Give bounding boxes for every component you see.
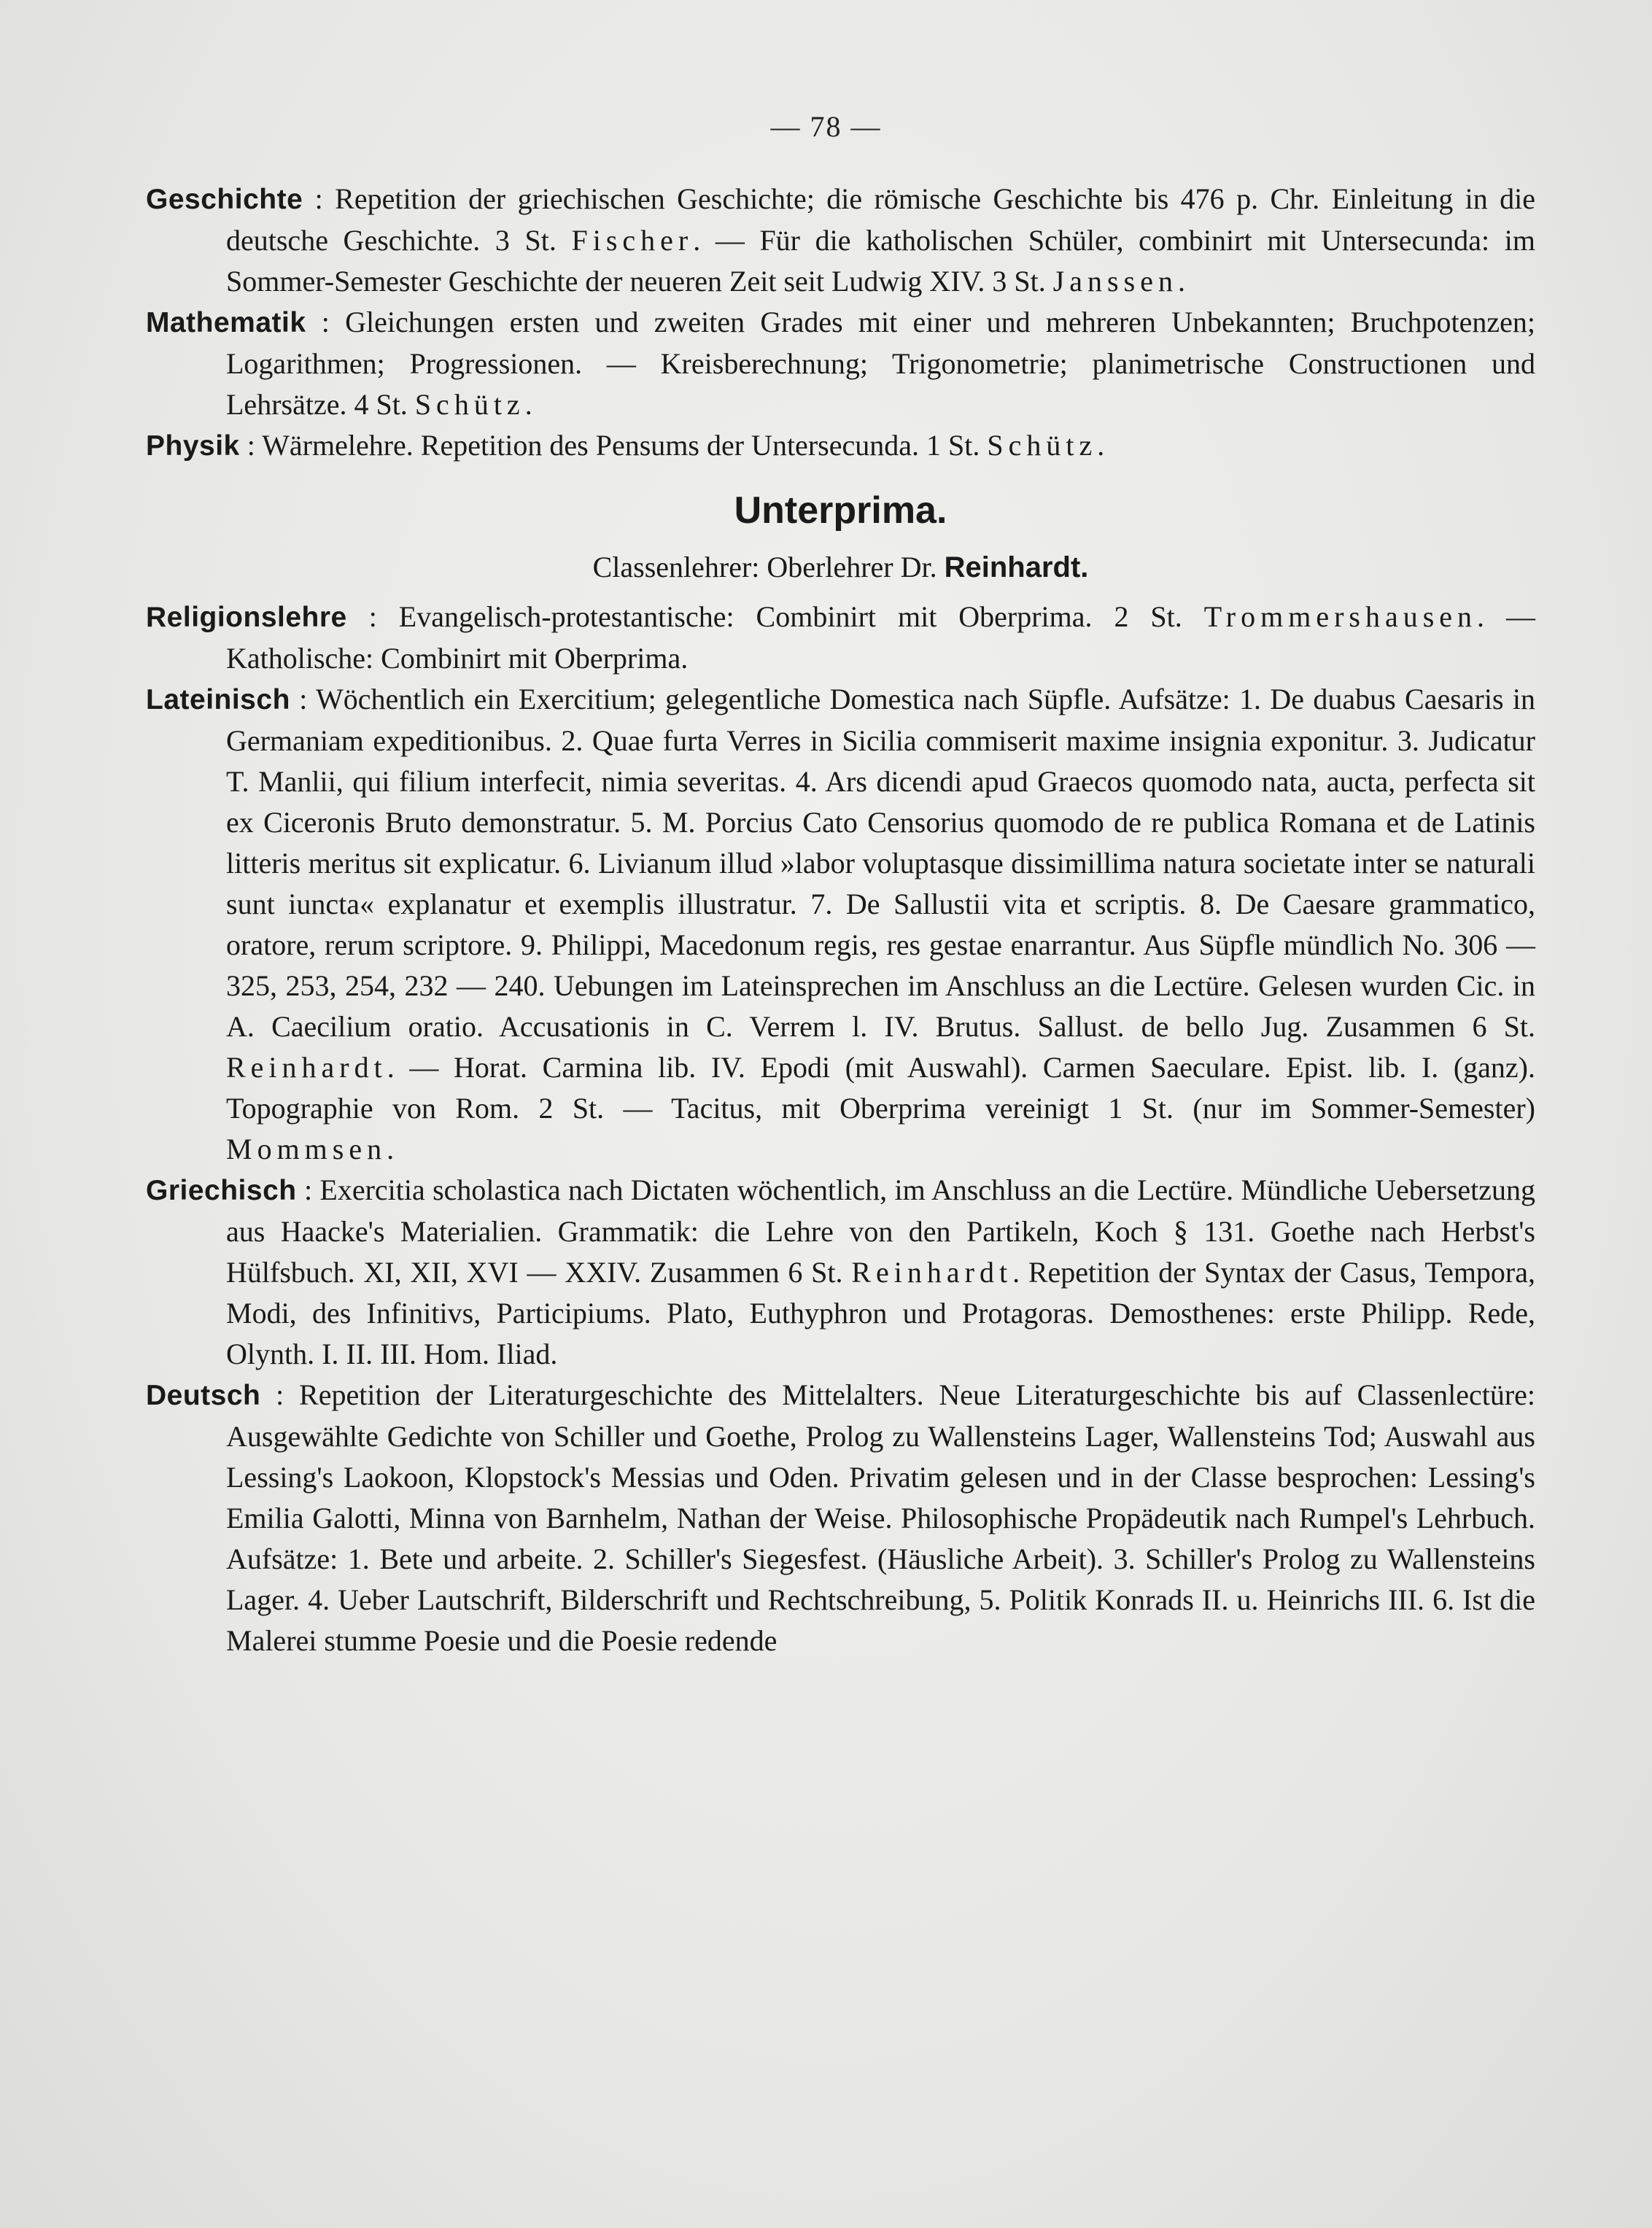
teacher-name: Reinhardt	[226, 1051, 387, 1084]
section-title: Unterprima.	[734, 489, 947, 532]
teacher-name: Fischer	[571, 224, 694, 257]
entry-text: . — Katholische: Combinirt mit Oberprima.	[226, 600, 1536, 675]
subject-heading: Lateinisch	[146, 684, 290, 715]
entry-text: . — Horat. Carmina lib. IV. Epodi (mit Auswahl). Carmen Saeculare. Epist. lib. I. (ganz). Topographie von Rom. 2 St. — Tacitus, mit Oberprima vereinigt 1 St. (nur im Sommer-Semester)	[226, 1051, 1535, 1125]
entry-deutsch	[146, 1375, 1535, 1661]
entry-text: : Gleichungen ersten und zweiten Grades mit einer und mehreren Unbekannten; Bruchpotenzen; Logarithmen; Progressionen. — Kreisberechnung; Trigonometrie; planimetrische Constructionen und Lehrsätze. 4 St.	[226, 306, 1535, 421]
teacher-name: Schütz	[414, 388, 525, 421]
entry-text: : Wärmelehre. Repetition des Pensums der Untersecunda. 1 St.	[239, 429, 988, 462]
teacher-name: Trommershausen	[1203, 600, 1478, 633]
entry-text: : Repetition der griechischen Geschichte; die römische Geschichte bis 476 p. Chr. Einleitung in die deutsche Geschichte. 3 St.	[226, 182, 1535, 257]
entry-geschichte	[146, 179, 1535, 302]
subject-heading: Griechisch	[146, 1175, 297, 1206]
entry-text: . — Für die katholischen Schüler, combinirt mit Untersecunda: im Sommer-Semester Geschichte der neueren Zeit seit Ludwig XIV. 3 St.	[226, 224, 1536, 298]
subject-heading: Mathematik	[146, 307, 306, 338]
page-number: — 78 —	[770, 110, 882, 143]
teacher-name: Janssen	[1052, 265, 1178, 298]
subject-heading: Deutsch	[146, 1380, 261, 1411]
entry-mathematik	[146, 302, 1535, 425]
teacher-name: Schütz	[987, 429, 1098, 462]
entry-physik	[146, 425, 1535, 467]
teacher-name: Reinhardt	[851, 1256, 1013, 1289]
entry-text: .	[1097, 429, 1105, 462]
entry-text: .	[1177, 265, 1185, 298]
entry-text: : Exercitia scholastica nach Dictaten wöchentlich, im Anschluss an die Lectüre. Mündliche Uebersetzung aus Haacke's Materialien. Grammatik: die Lehre von den Partikeln, Koch § 131. Goethe nach Herbst's Hülfsbuch. XI, XII, XVI — XXIV. Zusammen 6 St.	[226, 1173, 1535, 1289]
entry-text: .	[524, 388, 532, 421]
class-teacher-label: Classenlehrer: Oberlehrer Dr.	[592, 551, 945, 583]
subject-heading: Geschichte	[146, 184, 303, 215]
class-teacher-line	[146, 547, 1535, 588]
teacher-name: Mommsen	[226, 1133, 387, 1165]
subject-heading: Physik	[146, 430, 240, 462]
entry-griechisch	[146, 1170, 1535, 1375]
entry-text: : Wöchentlich ein Exercitium; gelegentliche Domestica nach Süpfle. Aufsätze: 1. De duabus Caesaris in Germaniam expeditionibus. 2. Quae furta Verres in Sicilia commiserit maxime insignia exponitur. 3. Judicatur T. Manlii, qui filium interfecit, nimia severitas. 4. Ars dicendi apud Graecos quomodo nata, aucta, perfecta sit ex Ciceronis Bruto demonstratur. 5. M. Porcius Cato Censorius quomodo de re publica Romana et de Latinis litteris meritus sit explicatur. 6. Livianum illud »labor voluptasque dissimillima natura societate inter se naturali sunt iuncta« explanatur et exemplis illustratur. 7. De Sallustii vita et scriptis. 8. De Caesare grammatico, oratore, rerum scriptore. 9. Philippi, Macedonum regis, res gestae enarrantur. Aus Süpfle mündlich No. 306 — 325, 253, 254, 232 — 240. Uebungen im Lateinsprechen im Anschluss an die Lectüre. Gelesen wurden Cic. in A. Caecilium oratio. Accusationis in C. Verrem l. IV. Brutus. Sallust. de bello Jug. Zusammen 6 St.	[226, 683, 1535, 1043]
subject-heading: Religionslehre	[146, 602, 347, 633]
entry-religionslehre	[146, 597, 1535, 679]
entry-text: : Repetition der Literaturgeschichte des Mittelalters. Neue Literaturgeschichte bis auf Classenlectüre: Ausgewählte Gedichte von Schiller und Goethe, Prolog zu Wallensteins Lager, Wallensteins Tod; Auswahl aus Lessing's Laokoon, Klopstock's Messias und Oden. Privatim gelesen und in der Classe besprochen: Lessing's Emilia Galotti, Minna von Barnhelm, Nathan der Weise. Philosophische Propädeutik nach Rumpel's Lehrbuch. Aufsätze: 1. Bete und arbeite. 2. Schiller's Siegesfest. (Häusliche Arbeit). 3. Schiller's Prolog zu Wallensteins Lager. 4. Ueber Lautschrift, Bilderschrift und Rechtschreibung, 5. Politik Konrads II. u. Heinrichs III. 6. Ist die Malerei stumme Poesie und die Poesie redende	[226, 1378, 1535, 1657]
entry-lateinisch	[146, 679, 1535, 1170]
class-teacher-name: Reinhardt.	[944, 551, 1089, 583]
entry-text: . Repetition der Syntax der Casus, Tempora, Modi, des Infinitivs, Participiums. Plato, Euthyphron und Protagoras. Demosthenes: erste Philipp. Rede, Olynth. I. II. III. Hom. Iliad.	[226, 1256, 1536, 1370]
entry-text: .	[387, 1133, 395, 1165]
page-content	[146, 179, 1535, 1661]
entry-text: : Evangelisch-protestantische: Combinirt mit Oberprima. 2 St.	[346, 600, 1204, 633]
